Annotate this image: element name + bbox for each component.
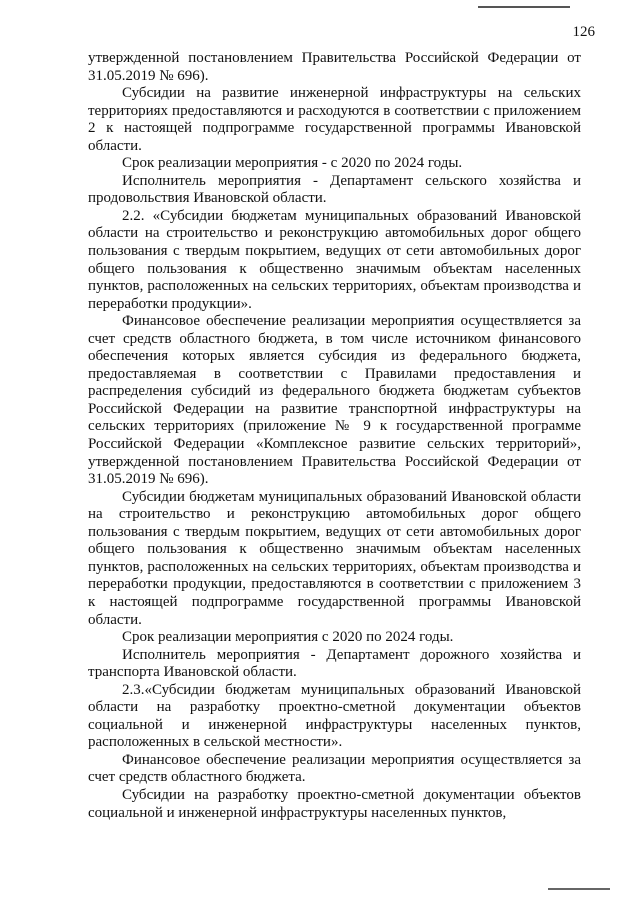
paragraph: Срок реализации мероприятия с 2020 по 2024 годы. — [122, 629, 454, 646]
paragraph: Исполнитель мероприятия - Департамент сельского хозяйства и продовольствия Ивановской области. — [88, 172, 581, 207]
page-number: 126 — [572, 24, 595, 40]
paragraph: Финансовое обеспечение реализации мероприятия осуществляется за счет средств областного бюджета. — [88, 751, 581, 786]
paragraph: утвержденной постановлением Правительства Российской Федерации от 31.05.2019 № 696). — [88, 50, 581, 84]
paragraph: Срок реализации мероприятия - с 2020 по 2024 годы. — [122, 155, 463, 172]
scan-artifact-line-top — [478, 6, 570, 8]
paragraph: 2.2. «Субсидии бюджетам муниципальных образований Ивановской области на строительство и реконструкцию автомобильных дорог общего пользования с твердым покрытием, ведущих от сети автомобильных дорог общего пользования к общественно значимым объектам населенных пунктов, расположенных на сельских территориях, объектам производства и переработки продукции». — [88, 207, 581, 312]
paragraph: Исполнитель мероприятия - Департамент дорожного хозяйства и транспорта Ивановской области. — [88, 646, 581, 681]
scan-artifact-line-bottom — [548, 888, 610, 890]
paragraph: Субсидии на развитие инженерной инфраструктуры на сельских территориях предоставляются и расходуются в соответствии с приложением 2 к настоящей подпрограмме государственной программы Ивановской области. — [88, 85, 581, 154]
document-body — [88, 50, 581, 822]
paragraph: Финансовое обеспечение реализации мероприятия осуществляется за счет средств областного бюджета, в том числе источником финансового обеспечения которых является субсидия из федерального бюджета, предоставляемая в соответствии с Правилами предоставления и распределения субсидий из федерального бюджета бюджетам субъектов Российской Федерации на развитие транспортной инфраструктуры на сельских территориях (приложение № 9 к государственной программе Российской Федерации «Комплексное развитие сельских территорий», утвержденной постановлением Правительства Российской Федерации от 31.05.2019 № 696). — [88, 313, 581, 488]
paragraph: Субсидии бюджетам муниципальных образований Ивановской области на строительство и реконструкцию автомобильных дорог общего пользования с твердым покрытием, ведущих от сети автомобильных дорог общего пользования к общественно значимым объектам населенных пунктов, расположенных на сельских территориях, объектам производства и переработки продукции, предоставляются в соответствии с приложением 3 к настоящей подпрограмме государственной программы Ивановской области. — [88, 488, 581, 628]
paragraph: 2.3.«Субсидии бюджетам муниципальных образований Ивановской области на разработку проектно-сметной документации объектов социальной и инженерной инфраструктуры населенных пунктов, расположенных в сельской местности». — [88, 681, 581, 751]
paragraph: Субсидии на разработку проектно-сметной документации объектов социальной и инженерной инфраструктуры населенных пунктов, — [88, 786, 581, 821]
